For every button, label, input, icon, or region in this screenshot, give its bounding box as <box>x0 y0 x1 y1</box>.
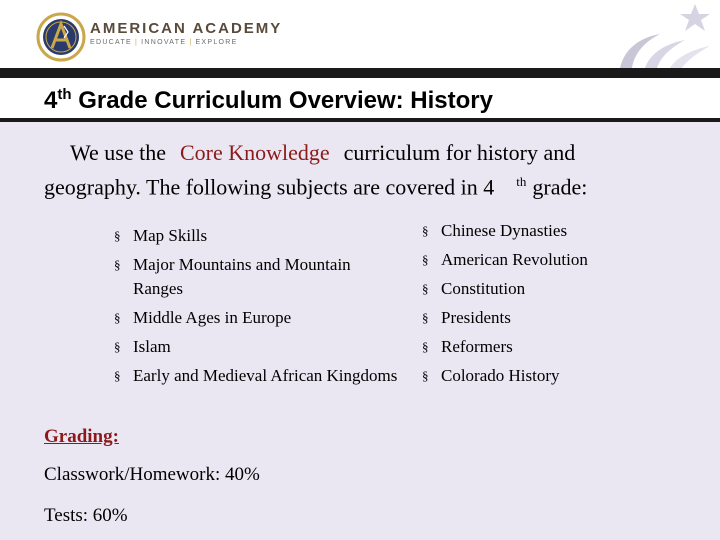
list-item: § Presidents <box>422 306 702 330</box>
list-item: § Map Skills <box>114 224 404 248</box>
page-title <box>44 86 493 115</box>
list-item: § American Revolution <box>422 248 702 272</box>
tagline-word: EXPLORE <box>195 39 238 46</box>
list-item: § Early and Medieval African Kingdoms <box>114 364 404 388</box>
title-ordinal: th <box>57 86 72 103</box>
list-item: § Islam <box>114 335 404 359</box>
classwork-weight: Classwork/Homework: 40% <box>44 464 260 485</box>
tagline-word: EDUCATE <box>90 39 133 46</box>
list-item: § Reformers <box>422 335 702 359</box>
tagline-separator: | <box>135 39 139 46</box>
intro-text: grade: <box>532 174 588 200</box>
academy-logo <box>36 12 86 67</box>
list-item: § Middle Ages in Europe <box>114 306 404 330</box>
list-item: § Major Mountains and Mountain Ranges <box>114 253 404 301</box>
title-text: Grade Curriculum Overview: History <box>71 87 493 114</box>
tagline-separator: | <box>189 39 193 46</box>
academy-seal-icon <box>36 12 86 62</box>
star-swoosh-icon <box>520 0 720 68</box>
intro-ordinal: th <box>516 174 527 189</box>
subjects-list-left <box>114 224 404 393</box>
tagline-word: INNOVATE <box>141 39 187 46</box>
grading-heading: Grading: <box>44 426 119 447</box>
list-item: § Chinese Dynasties <box>422 219 702 243</box>
title-grade-number: 4 <box>44 87 58 114</box>
intro-text: curriculum for history and <box>343 140 576 165</box>
tests-weight: Tests: 60% <box>44 505 128 526</box>
intro-paragraph <box>44 138 694 201</box>
list-item: § Colorado History <box>422 364 702 388</box>
intro-text: We use the <box>70 140 166 165</box>
brand-tagline <box>90 39 241 46</box>
subjects-list-right <box>422 219 702 393</box>
slide-header <box>0 0 720 68</box>
intro-text: geography. The following subjects are covered in 4 <box>44 174 495 200</box>
brand-name: AMERICAN ACADEMY <box>90 20 283 37</box>
core-knowledge-highlight: Core Knowledge <box>179 140 330 165</box>
list-item: § Constitution <box>422 277 702 301</box>
